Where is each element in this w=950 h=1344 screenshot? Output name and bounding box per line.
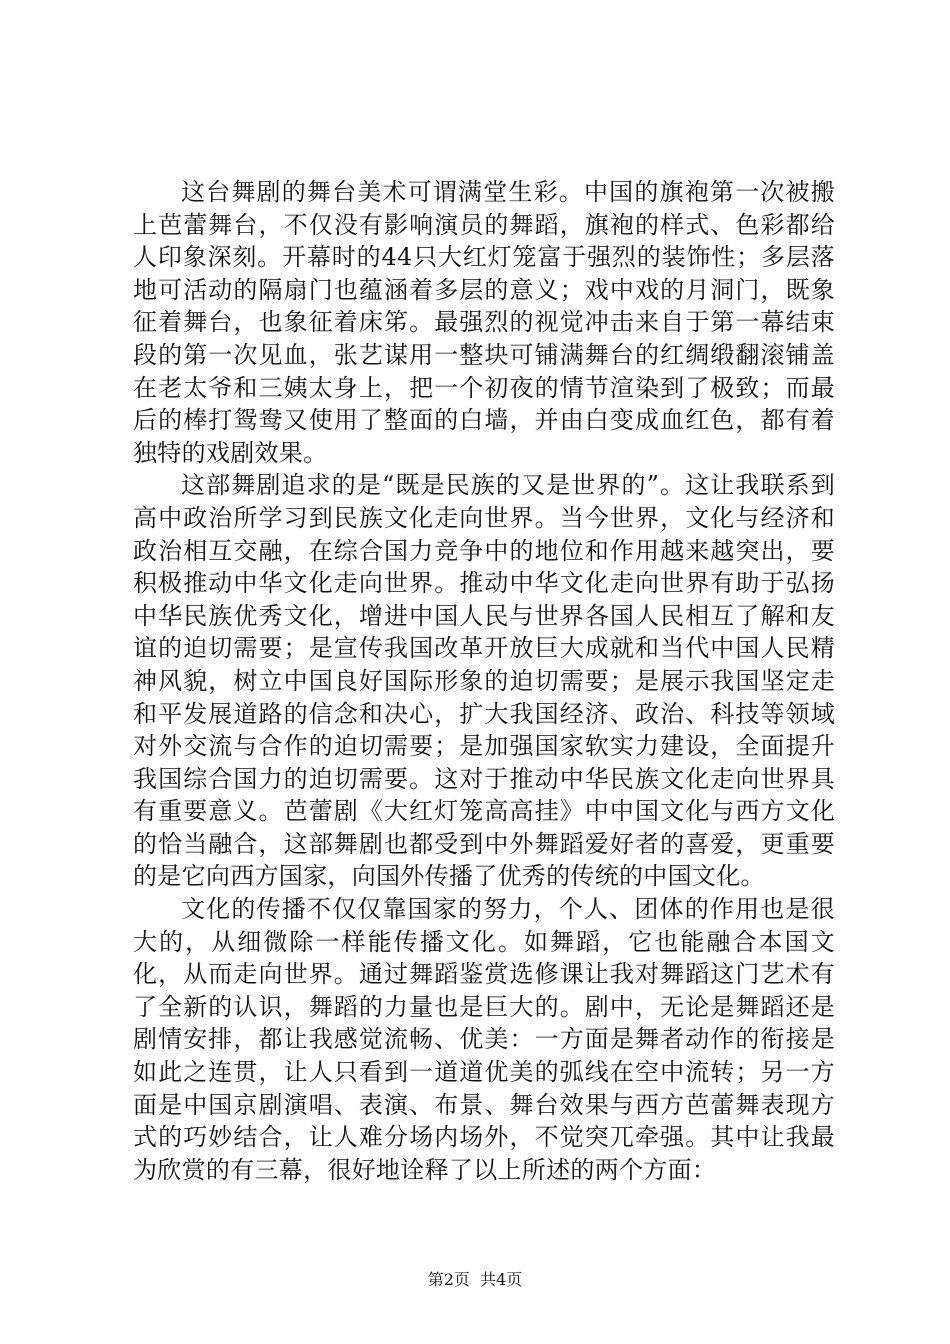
page-number-label: 第2页 共4页 [427, 1270, 523, 1289]
paragraph-cultural-spread: 文化的传播不仅仅靠国家的努力，个人、团体的作用也是很大的，从细微除一样能传播文化。如舞蹈，它也能融合本国文化，从而走向世界。通过舞蹈鉴赏选修课让我对舞蹈这门艺术有了全新的认识，舞蹈的力量也是巨大的。剧中，无论是舞蹈还是剧情安排，都让我感觉流畅、优美：一方面是舞者动作的衔接是如此之连贯，让人只看到一道道优美的弧线在空中流转；另一方面是中国京剧演唱、表演、布景、舞台效果与西方芭蕾舞表现方式的巧妙结合，让人难分场内场外，不觉突兀牵强。其中让我最为欣赏的有三幕，很好地诠释了以上所述的两个方面： [133, 895, 835, 1184]
paragraph-stage-design: 这台舞剧的舞台美术可谓满堂生彩。中国的旗袍第一次被搬上芭蕾舞台，不仅没有影响演员的舞蹈，旗袍的样式、色彩都给人印象深刻。开幕时的44只大红灯笼富于强烈的装饰性；多层落地可活动的隔扇门也蕴涵着多层的意义；戏中戏的月洞门，既象征着舞台，也象征着床笫。最强烈的视觉冲击来自于第一幕结束段的第一次见血，张艺谋用一整块可铺满舞台的红绸缎翻滚铺盖在老太爷和三姨太身上，把一个初夜的情节渲染到了极致；而最后的棒打鸳鸯又使用了整面的白墙，并由白变成血红色，都有着独特的戏剧效果。 [133, 178, 835, 467]
document-body [133, 176, 835, 1186]
page-footer [0, 1270, 950, 1290]
paragraph-national-and-world: 这部舞剧追求的是“既是民族的又是世界的”。这让我联系到高中政治所学习到民族文化走向世界。当今世界，文化与经济和政治相互交融，在综合国力竞争中的地位和作用越来越突出，要积极推动中华文化走向世界。推动中华文化走向世界有助于弘扬中华民族优秀文化，增进中国人民与世界各国人民相互了解和友谊的迫切需要；是宣传我国改革开放巨大成就和当代中国人民精神风貌，树立中国良好国际形象的迫切需要；是展示我国坚定走和平发展道路的信念和决心，扩大我国经济、政治、科技等领域对外交流与合作的迫切需要；是加强国家软实力建设，全面提升我国综合国力的迫切需要。这对于推动中华民族文化走向世界具有重要意义。芭蕾剧《大红灯笼高高挂》中中国文化与西方文化的恰当融合，这部舞剧也都受到中外舞蹈爱好者的喜爱，更重要的是它向西方国家，向国外传播了优秀的传统的中国文化。 [133, 471, 835, 891]
